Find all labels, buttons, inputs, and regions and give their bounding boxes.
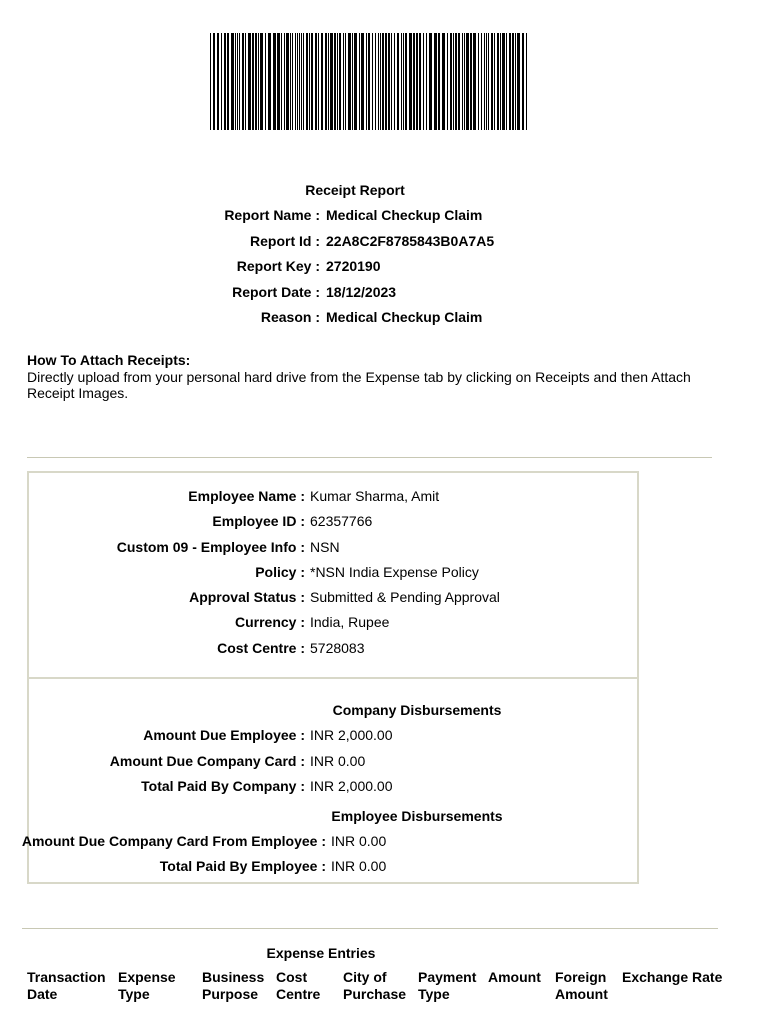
barcode-bar xyxy=(311,33,313,130)
barcode-bar xyxy=(366,33,367,130)
barcode-bar xyxy=(388,33,390,130)
barcode-bar xyxy=(462,33,463,130)
barcode-bar xyxy=(484,33,485,130)
column-header-line2: Type xyxy=(118,986,150,1002)
company-card-from-employee-value: INR 0.00 xyxy=(331,833,387,849)
total-paid-by-employee-value: INR 0.00 xyxy=(331,858,387,874)
barcode-bar xyxy=(491,33,493,130)
barcode-bar xyxy=(426,33,427,130)
barcode-bar xyxy=(515,33,516,130)
total-paid-by-employee-label: Total Paid By Employee : xyxy=(159,858,326,874)
report-title: Receipt Report xyxy=(305,182,405,198)
barcode-bar xyxy=(382,33,384,130)
barcode-bar xyxy=(348,33,351,130)
barcode-bar xyxy=(378,33,379,130)
barcode-bar xyxy=(318,33,319,130)
currency-value: India, Rupee xyxy=(310,614,390,630)
barcode-bar xyxy=(227,33,229,130)
column-header-expense-type[interactable] xyxy=(118,969,176,1003)
section-divider xyxy=(27,457,712,458)
report-date-value: 18/12/2023 xyxy=(326,284,397,300)
policy-label: Policy : xyxy=(255,564,305,580)
barcode-bar xyxy=(391,33,392,130)
expense-section-divider xyxy=(22,928,718,929)
barcode-bar xyxy=(295,33,296,130)
barcode-bar xyxy=(245,33,246,130)
barcode-bar xyxy=(330,33,333,130)
barcode-bar xyxy=(486,33,487,130)
column-header-line2: Purpose xyxy=(202,986,259,1002)
barcode-bar xyxy=(265,33,266,130)
expense-entries-title: Expense Entries xyxy=(266,945,376,961)
report-barcode xyxy=(209,33,531,130)
report-key-value: 2720190 xyxy=(326,258,381,274)
currency-label: Currency : xyxy=(234,614,305,630)
employee-disbursements-title: Employee Disbursements xyxy=(331,808,503,824)
employee-info-label: Custom 09 - Employee Info : xyxy=(116,539,305,555)
barcode-bar xyxy=(401,33,402,130)
barcode-bar xyxy=(464,33,465,130)
barcode-bar xyxy=(455,33,457,130)
amount-due-company-card-label: Amount Due Company Card : xyxy=(109,753,305,769)
column-header-exchange-rate[interactable] xyxy=(622,969,722,986)
barcode-bar xyxy=(512,33,514,130)
barcode-bar xyxy=(473,33,476,130)
barcode-bar xyxy=(403,33,404,130)
barcode-bar xyxy=(466,33,469,130)
barcode-bar xyxy=(500,33,501,130)
column-header-amount[interactable] xyxy=(488,969,541,986)
barcode-bar xyxy=(286,33,289,130)
barcode-bar xyxy=(248,33,251,130)
panel-divider xyxy=(29,677,639,679)
column-header-line1: Exchange Rate xyxy=(622,969,723,985)
instructions-title: How To Attach Receipts: xyxy=(27,352,191,368)
barcode-bar xyxy=(375,33,376,130)
barcode-bar xyxy=(447,33,448,130)
column-header-line1: Transaction xyxy=(27,969,106,985)
report-date-label: Report Date : xyxy=(232,284,320,300)
column-header-line1: Payment xyxy=(418,969,477,985)
employee-id-label: Employee ID : xyxy=(212,513,305,529)
barcode-bar xyxy=(502,33,505,130)
barcode-bar xyxy=(423,33,424,130)
barcode-bar xyxy=(277,33,280,130)
column-header-foreign-amount[interactable] xyxy=(555,969,608,1003)
barcode-bar xyxy=(450,33,452,130)
barcode-bar xyxy=(361,33,364,130)
barcode-bar xyxy=(506,33,507,130)
column-header-line2: Amount xyxy=(555,986,608,1002)
instructions-text-line2: Receipt Images. xyxy=(27,385,129,401)
amount-due-company-card-value: INR 0.00 xyxy=(310,753,366,769)
column-header-line1: Expense xyxy=(118,969,176,985)
barcode-bar xyxy=(409,33,412,130)
column-header-line1: Cost xyxy=(276,969,308,985)
column-header-transaction-date[interactable] xyxy=(27,969,106,1003)
barcode-bar xyxy=(213,33,215,130)
barcode-bar xyxy=(258,33,259,130)
company-card-from-employee-label: Amount Due Company Card From Employee : xyxy=(21,833,326,849)
barcode-bar xyxy=(405,33,407,130)
barcode-bar xyxy=(345,33,346,130)
barcode-bar xyxy=(419,33,421,130)
barcode-bar xyxy=(339,33,341,130)
barcode-bar xyxy=(260,33,263,130)
barcode-bar xyxy=(334,33,336,130)
column-header-line1: Business xyxy=(202,969,265,985)
barcode-bar xyxy=(413,33,415,130)
barcode-bar xyxy=(372,33,373,130)
barcode-bar xyxy=(301,33,302,130)
barcode-bar xyxy=(337,33,338,130)
column-header-business-purpose[interactable] xyxy=(202,969,264,1003)
barcode-bar xyxy=(526,33,527,130)
barcode-bar xyxy=(210,33,211,130)
company-disbursements-title: Company Disbursements xyxy=(332,702,502,718)
barcode-bar xyxy=(292,33,293,130)
report-id-value: 22A8C2F8785843B0A7A5 xyxy=(326,233,495,249)
barcode-bar xyxy=(242,33,244,130)
barcode-bar xyxy=(453,33,454,130)
column-header-line2: Date xyxy=(27,986,58,1002)
barcode-bar xyxy=(235,33,236,130)
barcode-bar xyxy=(488,33,489,130)
column-header-city-of-purchase[interactable] xyxy=(343,969,406,1003)
reason-label: Reason : xyxy=(260,309,320,325)
column-header-line1: City of xyxy=(343,969,387,985)
employee-id-value: 62357766 xyxy=(310,513,373,529)
barcode-bar xyxy=(255,33,257,130)
report-name-value: Medical Checkup Claim xyxy=(326,207,483,223)
barcode-bar xyxy=(231,33,234,130)
barcode-bar xyxy=(321,33,323,130)
barcode-bar xyxy=(385,33,387,130)
barcode-bar xyxy=(394,33,395,130)
barcode-bar xyxy=(481,33,482,130)
barcode-bar xyxy=(306,33,308,130)
barcode-bar xyxy=(221,33,222,130)
employee-name-label: Employee Name : xyxy=(188,488,305,504)
total-paid-by-company-value: INR 2,000.00 xyxy=(310,778,393,794)
barcode-bar xyxy=(224,33,226,130)
column-header-line1: Foreign xyxy=(555,969,607,985)
barcode-bar xyxy=(478,33,479,130)
barcode-bar xyxy=(252,33,254,130)
barcode-bar xyxy=(494,33,495,130)
employee-name-value: Kumar Sharma, Amit xyxy=(310,488,440,504)
barcode-bar xyxy=(470,33,472,130)
barcode-bar xyxy=(309,33,310,130)
column-header-line2: Centre xyxy=(276,986,321,1002)
reason-value: Medical Checkup Claim xyxy=(326,309,483,325)
column-header-line2: Type xyxy=(418,986,450,1002)
report-key-label: Report Key : xyxy=(236,258,320,274)
column-header-payment-type[interactable] xyxy=(418,969,476,1003)
barcode-bar xyxy=(397,33,399,130)
report-name-label: Report Name : xyxy=(224,207,320,223)
barcode-bar xyxy=(517,33,520,130)
barcode-bar xyxy=(497,33,499,130)
column-header-cost-centre[interactable] xyxy=(276,969,320,1003)
barcode-bar xyxy=(509,33,511,130)
approval-status-label: Approval Status : xyxy=(189,589,305,605)
cost-centre-label: Cost Centre : xyxy=(217,640,305,656)
barcode-bar xyxy=(273,33,276,130)
amount-due-employee-value: INR 2,000.00 xyxy=(310,727,393,743)
barcode-bar xyxy=(343,33,344,130)
employee-info-value: NSN xyxy=(310,539,340,555)
barcode-bar xyxy=(297,33,298,130)
barcode-bar xyxy=(284,33,285,130)
instructions-text-line1: Directly upload from your personal hard drive from the Expense tab by clicking on Receipts and then Attach xyxy=(27,369,691,385)
column-header-line1: Amount xyxy=(488,969,541,985)
barcode-bar xyxy=(352,33,353,130)
barcode-bar xyxy=(315,33,317,130)
barcode-bar xyxy=(328,33,329,130)
policy-value: *NSN India Expense Policy xyxy=(310,564,479,580)
barcode-bar xyxy=(522,33,524,130)
barcode-bar xyxy=(434,33,437,130)
column-header-line2: Purchase xyxy=(343,986,407,1002)
barcode-bar xyxy=(354,33,357,130)
barcode-bar xyxy=(442,33,445,130)
barcode-bar xyxy=(438,33,440,130)
barcode-bar xyxy=(416,33,418,130)
total-paid-by-company-label: Total Paid By Company : xyxy=(141,778,305,794)
approval-status-value: Submitted & Pending Approval xyxy=(310,589,500,605)
report-id-label: Report Id : xyxy=(250,233,320,249)
barcode-bar xyxy=(429,33,432,130)
cost-centre-value: 5728083 xyxy=(310,640,365,656)
amount-due-employee-label: Amount Due Employee : xyxy=(143,727,305,743)
barcode-bar xyxy=(237,33,238,130)
barcode-bar xyxy=(368,33,370,130)
barcode-bar xyxy=(281,33,282,130)
barcode-bar xyxy=(303,33,304,130)
barcode-bar xyxy=(325,33,327,130)
barcode-bar xyxy=(217,33,219,130)
barcode-bar xyxy=(299,33,300,130)
barcode-bar xyxy=(268,33,271,130)
barcode-bar xyxy=(359,33,360,130)
barcode-bar xyxy=(458,33,460,130)
barcode-bar xyxy=(380,33,381,130)
barcode-bar xyxy=(239,33,240,130)
barcode-bar xyxy=(290,33,291,130)
